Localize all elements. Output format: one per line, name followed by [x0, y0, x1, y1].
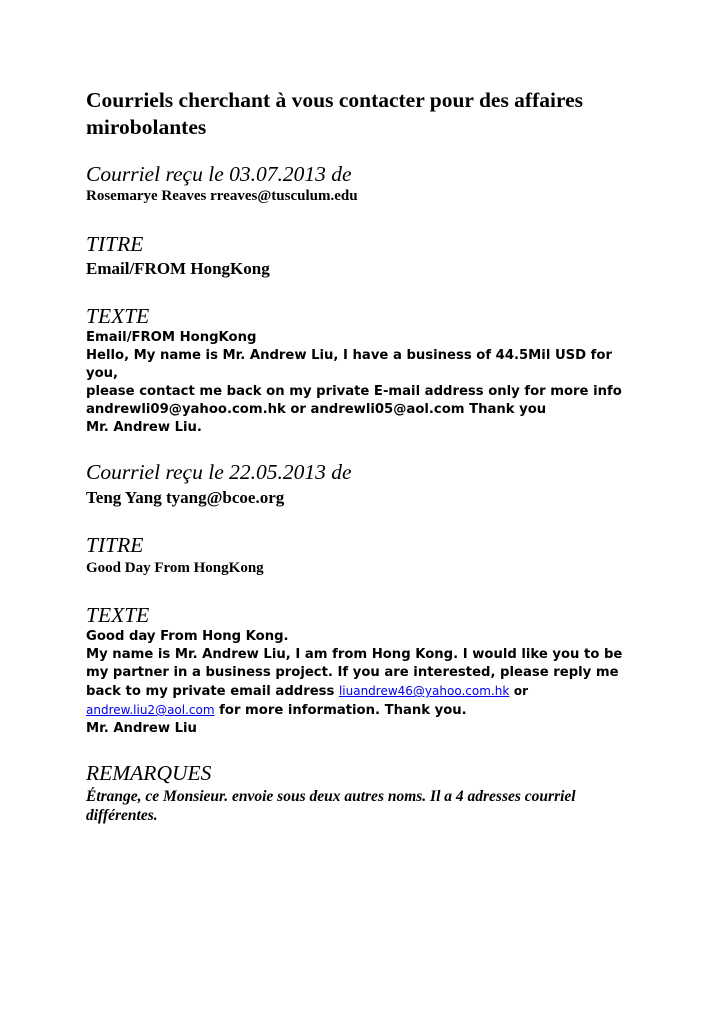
body-line: please contact me back on my private E-mail address only for more info — [86, 384, 622, 399]
body-line: for more information. Thank you. — [219, 703, 467, 718]
title-line-1: Courriels cherchant à vous contacter pour des affaires — [86, 88, 584, 112]
remark-line-1: Étrange, ce Monsieur. envoie sous deux autres noms. Il a 4 adresses courriel — [86, 788, 576, 805]
email-1-sender — [86, 187, 646, 206]
body-line: Email/FROM HongKong — [86, 330, 257, 345]
received-heading-text: Courriel reçu le 03.07.2013 de — [86, 162, 352, 186]
email-link-2[interactable]: andrew.liu2@aol.com — [86, 703, 215, 717]
document-title — [86, 87, 646, 141]
email-2-texte-heading — [86, 603, 646, 628]
email-2-received-heading — [86, 460, 646, 485]
email-1-titre — [86, 258, 646, 279]
body-line-with-link — [86, 682, 646, 701]
titre-text: Email/FROM HongKong — [86, 259, 270, 278]
titre-heading-text: TITRE — [86, 533, 144, 557]
remark-line-2: différentes. — [86, 807, 158, 824]
email-1-body — [86, 329, 646, 437]
body-line: andrewli09@yahoo.com.hk or andrewli05@aol.com Thank you — [86, 402, 547, 417]
title-line-2: mirobolantes — [86, 115, 207, 139]
email-1-texte-heading — [86, 304, 646, 329]
email-link-1[interactable]: liuandrew46@yahoo.com.hk — [338, 684, 510, 698]
sender-text: Rosemarye Reaves rreaves@tusculum.edu — [86, 188, 358, 204]
email-1-received-heading — [86, 162, 646, 187]
email-2-titre-heading — [86, 533, 646, 558]
email-1-titre-heading — [86, 232, 646, 257]
body-line: Good day From Hong Kong. — [86, 629, 289, 644]
texte-heading-text: TEXTE — [86, 304, 150, 328]
email-2-body — [86, 628, 646, 738]
body-line: Hello, My name is Mr. Andrew Liu, I have a business of 44.5Mil USD for — [86, 348, 612, 363]
titre-heading-text: TITRE — [86, 232, 144, 256]
body-line: back to my private email address — [86, 684, 335, 699]
titre-text: Good Day From HongKong — [86, 560, 264, 576]
remarques-heading-text: REMARQUES — [86, 761, 212, 785]
sender-text: Teng Yang tyang@bcoe.org — [86, 488, 285, 507]
body-line: Mr. Andrew Liu. — [86, 420, 202, 435]
received-heading-text: Courriel reçu le 22.05.2013 de — [86, 460, 352, 484]
remarques-text — [86, 787, 646, 825]
texte-heading-text: TEXTE — [86, 603, 150, 627]
signature: Mr. Andrew Liu — [86, 721, 197, 736]
remarques-heading — [86, 761, 646, 786]
body-line: you, — [86, 366, 119, 381]
or-text: or — [513, 684, 529, 698]
email-2-titre — [86, 559, 646, 578]
email-2-sender — [86, 487, 646, 508]
body-line: My name is Mr. Andrew Liu, I am from Hong Kong. I would like you to be — [86, 647, 623, 662]
body-line-with-link — [86, 701, 646, 720]
body-line: my partner in a business project. If you are interested, please reply me — [86, 665, 619, 680]
